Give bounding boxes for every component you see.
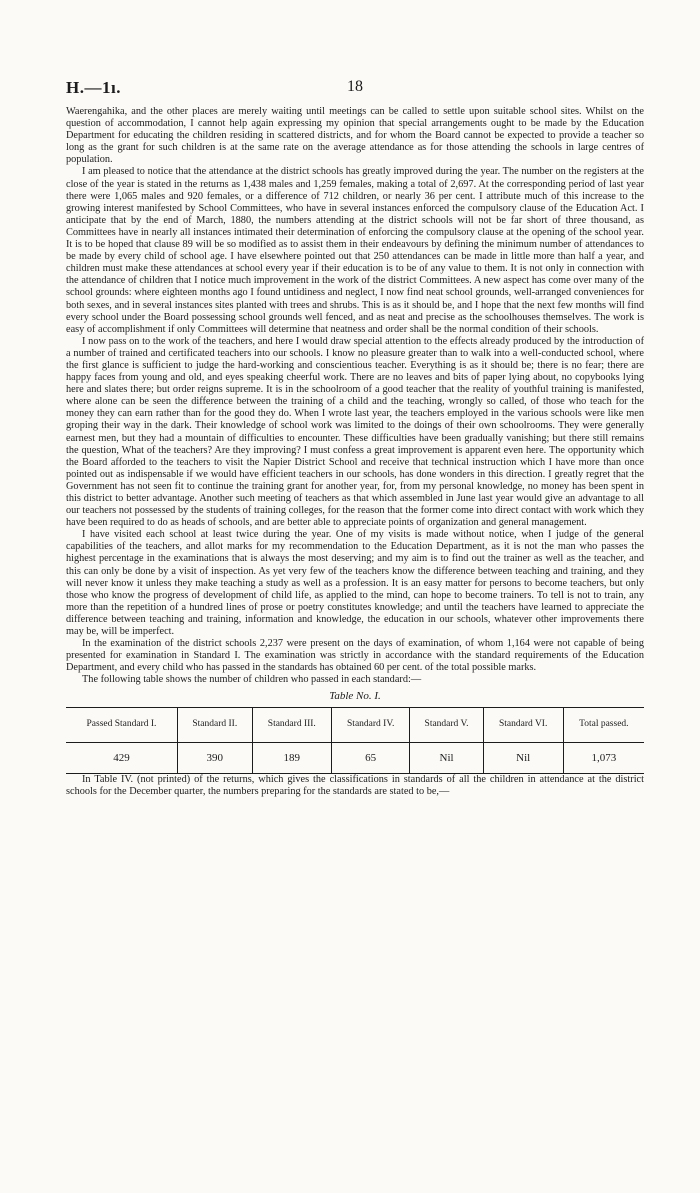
column-header: Standard V. — [410, 707, 483, 742]
column-header: Standard III. — [252, 707, 331, 742]
paragraph-examination: In the examination of the district schools 2,237 were present on the days of examination, of whom 1,164 were not capable of being presented for examination in Standard I. The examination was strictly in accordance with the standard requirements of the Education Department, and every child who has passed in the standards has obtained 60 per cent. of the total possible marks. — [66, 638, 644, 674]
page-header — [66, 78, 644, 100]
table-cell: 189 — [252, 742, 331, 773]
table-cell: 65 — [332, 742, 410, 773]
table-cell: Nil — [483, 742, 563, 773]
column-header: Total passed. — [563, 707, 644, 742]
page-number: 18 — [347, 78, 363, 95]
document-page — [66, 78, 644, 798]
table-cell: 429 — [66, 742, 177, 773]
report-body — [66, 106, 644, 798]
table-cell: 390 — [177, 742, 252, 773]
column-header: Passed Standard I. — [66, 707, 177, 742]
column-header: Standard IV. — [332, 707, 410, 742]
paragraph-attendance: I am pleased to notice that the attendance at the district schools has greatly improved during the year. The number on the registers at the close of the year is stated in the returns as 1,438 males and 1,259 females, making a total of 2,697. At the corresponding period of last year there were 1,065 males and 920 females, or a difference of 712 children, or nearly 36 per cent. I attribute much of this increase to the growing interest manifested by School Committees, who have in several instances enforced the compulsory clause of the Education Act. I anticipate that by the end of March, 1880, the numbers attending at the district schools will not be far short of three thousand, as Committees have in nearly all instances intimated their determination of enforcing the compulsory clause at the opening of the school year. It is to be hoped that clause 89 will be so modified as to assist them in their endeavours by defining the minimum number of attendances to be made by every child of school age. I have elsewhere pointed out that 250 attendances can be made in little more than half a year, and children must make these attendances at school every year if their education is to be of any value to them. It is not only in connection with the attendance of children that I notice much improvement in the work of the district Committees. A new aspect has come over many of the school grounds: where eighteen months ago I found untidiness and neglect, I now find neat school grounds, well-arranged conveniences for both sexes, and in several instances sites planted with trees and shrubs. This is as it should be, and I hope that the next few months will find every school under the Board possessing school grounds well fenced, and as neat and precise as the schoolhouses themselves. The work is easy of accomplishment if only Committees will determine that neatness and order shall be the normal condition of their schools. — [66, 166, 644, 335]
table-cell: Nil — [410, 742, 483, 773]
paragraph-inspection: I have visited each school at least twice during the year. One of my visits is made without notice, when I judge of the general capabilities of the teachers, and allot marks for my recommendation to the Education Department, as it is not the man who passes the highest percentage in the examinations that is always the most deserving; and my aim is to find out the trainer as well as the teacher, and this can only be done by a visit of inspection. As yet very few of the teachers know the difference between teaching and training, and they will never know it unless they make teaching a study as well as a profession. It is an easy matter for persons to become teachers, but only those who know the progress of development of child life, as applied to the mind, can hope to become trainers. To tell is not to train, any more than the repetition of a hundred lines of prose or poetry constitutes knowledge; and until the teachers have learned to appreciate the difference between teaching and training, information and knowledge, the education in our schools, whatever other improvements there may be, will be imperfect. — [66, 529, 644, 638]
table-row — [66, 742, 644, 773]
column-header: Standard VI. — [483, 707, 563, 742]
paper-reference: H.—1ı. — [66, 78, 121, 97]
standards-passed-table — [66, 707, 644, 774]
table-cell: 1,073 — [563, 742, 644, 773]
table-header-row — [66, 707, 644, 742]
paragraph-teachers: I now pass on to the work of the teachers, and here I would draw special attention to the effects already produced by the introduction of a number of trained and certificated teachers into our schools. I know no pleasure greater than to walk into a well-conducted school, where the first glance is sufficient to judge the hard-working and conscientious teacher. Everything is as it should be; there is no fear; there are happy faces from young and old, and eyes speaking cheerful work. There are no leaves and bits of paper lying about, no copybooks lying here and slates there; but order reigns supreme. It is in the schoolroom of a good teacher that the reality of youthful training is manifested, where alone can be seen the difference between the training of a child and the teaching, wrongly so called, of those who teach for the money they can earn rather than for the good they do. When I wrote last year, the teachers employed in the various schools were like men groping their way in the dark. Their knowledge of school work was limited to the doings of their own schoolrooms. They were generally earnest men, but they had a mountain of difficulties to encounter. These difficulties have been gradually vanishing; but there still remains the question, What of the teachers? Are they improving? I must confess a great improvement is apparent even here. The opportunity which the Board afforded to the teachers to visit the Napier District School and receive that technical instruction which I have more than once pointed out as indispensable if we would have efficient teachers in our schools, has done wonders in this direction. I greatly regret that the Government has not seen fit to continue the training grant for another year, for, from my personal knowledge, no money has been spent in this district to better advantage. Another such meeting of teachers as that which assembled in June last year would give an advantage to all our teachers not possessed by the students of training colleges, for the reason that the former come into direct contact with work which they have been required to do as heads of schools, and are better able to appreciate points of organization and general management. — [66, 335, 644, 529]
paragraph-table-intro: The following table shows the number of children who passed in each standard:— — [82, 674, 422, 686]
paragraph-table-iv: In Table IV. (not printed) of the returns, which gives the classifications in standards of all the children in attendance at the district schools for the December quarter, the numbers preparing for the standards are stated to be,— — [66, 773, 644, 797]
column-header: Standard II. — [177, 707, 252, 742]
table-caption: Table No. I. — [329, 689, 381, 702]
paragraph-accommodation: Waerengahika, and the other places are merely waiting until meetings can be called to settle upon suitable school sites. Whilst on the question of accommodation, I cannot help again expressing my opinion that special arrangements ought to be made by the Education Department for educating the children residing in scattered districts, and for whom the Board cannot be expected to provide a teacher so long as the grant for such children is at the same rate on the average attendance as for those attending the schools in large centres of population. — [66, 106, 644, 166]
